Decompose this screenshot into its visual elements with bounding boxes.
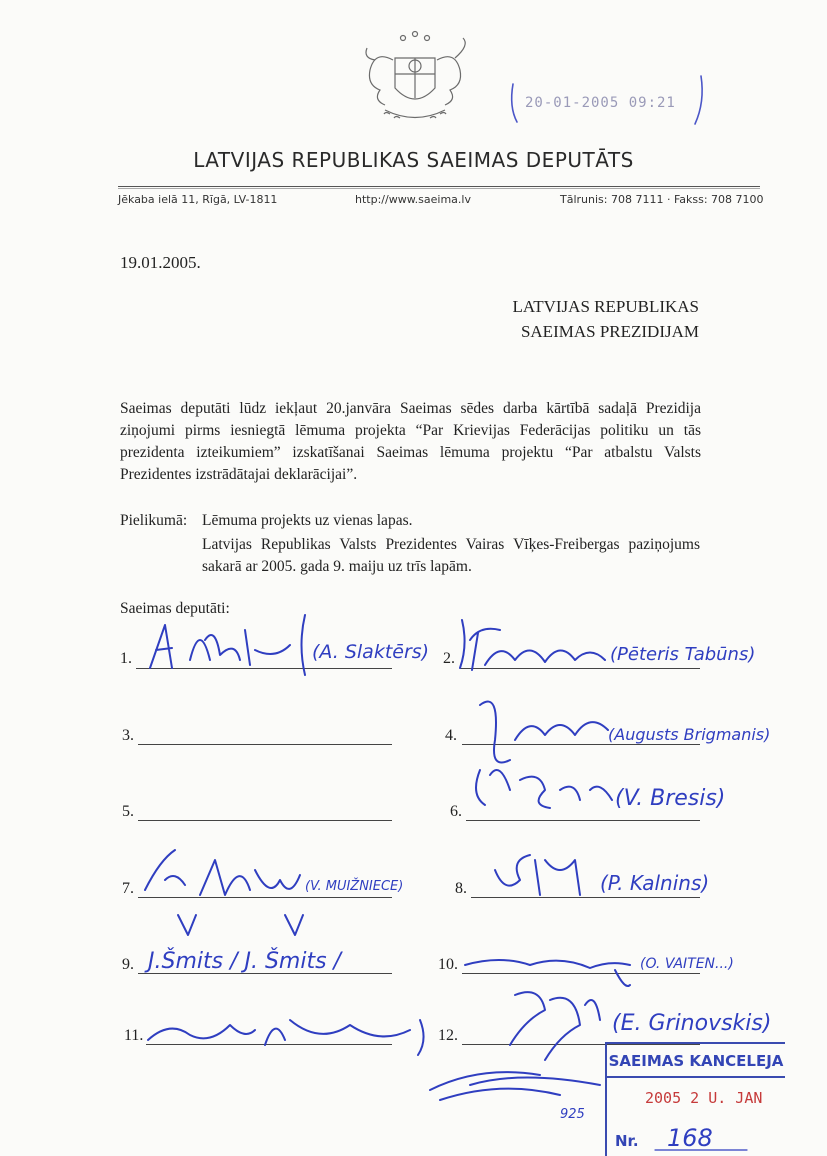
office-stamp-handwritten-number xyxy=(647,1120,757,1154)
recipient-line-2: SAEIMAS PREZIDIJAM xyxy=(520,322,699,341)
signature-1-handwritten-name: (A. Slaktērs) xyxy=(312,641,430,663)
signature-number: 12. xyxy=(438,1027,458,1044)
coat-of-arms-emblem xyxy=(345,30,485,130)
signature-number: 8. xyxy=(455,880,467,897)
signature-number: 11. xyxy=(124,1027,144,1044)
signature-number: 7. xyxy=(122,880,134,897)
signature-number: 10. xyxy=(438,956,458,973)
signature-2 xyxy=(470,629,755,670)
signature-7 xyxy=(145,850,403,895)
signature-10-handwritten-name: (O. VAITEN...) xyxy=(640,956,734,972)
svg-text:168: 168 xyxy=(667,1124,713,1152)
signature-number: 1. xyxy=(120,650,132,667)
letterhead-title: LATVIJAS REPUBLIKAS SAEIMAS DEPUTĀTS xyxy=(193,148,634,172)
document-date: 19.01.2005. xyxy=(120,253,201,272)
attachment-item-1: Lēmuma projekts uz vienas lapas. xyxy=(202,512,413,529)
signature-9 xyxy=(144,915,344,974)
office-receipt-stamp xyxy=(605,1042,785,1156)
office-stamp-number-label: Nr. xyxy=(615,1132,639,1150)
header-divider xyxy=(118,186,760,187)
letterhead-phone-fax: Tālrunis: 708 7111 · Fakss: 708 7100 xyxy=(560,193,764,206)
letterhead-address: Jēkaba ielā 11, Rīgā, LV-1811 xyxy=(118,193,278,206)
signatories-label: Saeimas deputāti: xyxy=(120,600,230,617)
signature-6 xyxy=(476,770,725,811)
signature-1 xyxy=(150,615,465,675)
letterhead-website: http://www.saeima.lv xyxy=(355,193,471,206)
signature-number: 3. xyxy=(122,727,134,744)
margin-note-number: 925 xyxy=(560,1107,585,1122)
office-stamp-title: SAEIMAS KANCELEJA xyxy=(608,1052,784,1070)
signature-6-handwritten-name: (V. Bresis) xyxy=(615,786,726,811)
signature-4 xyxy=(480,702,770,763)
office-stamp-divider xyxy=(607,1076,785,1078)
signature-number: 4. xyxy=(445,727,457,744)
recipient-line-1: LATVIJAS REPUBLIKAS xyxy=(512,297,699,316)
signature-4-handwritten-name: (Augusts Brigmanis) xyxy=(608,725,771,744)
signature-10 xyxy=(465,956,734,986)
header-divider-secondary xyxy=(118,188,760,189)
signature-number: 9. xyxy=(122,956,134,973)
signature-8-handwritten-name: (P. Kalnins) xyxy=(600,871,710,895)
attachment-item-2: Latvijas Republikas Valsts Prezidentes Vairas Vīķes-Freibergas paziņojums sakarā ar 2005. gada 9. maiju uz trīs lapām. xyxy=(202,536,700,575)
signature-12-handwritten-name: (E. Grinovskis) xyxy=(612,1011,772,1036)
signature-number: 5. xyxy=(122,803,134,820)
signature-number: 6. xyxy=(450,803,462,820)
arrival-timestamp: 20-01-2005 09:21 xyxy=(525,95,676,111)
letter-body: Saeimas deputāti lūdz iekļaut 20.janvāra Saeimas sēdes darba kārtībā sadaļā Prezidija ziņojumi pirms iesniegtā lēmuma projekta “Par Krievijas Federācijas politiku un tās prezidenta izteikumiem” izskatīšanai Saeimas lēmuma projektu “Par atbalstu Valsts Prezidentes izstrādātajai deklarācijai”. xyxy=(120,400,701,483)
signature-2-handwritten-name: (Pēteris Tabūns) xyxy=(610,644,756,665)
signature-number: 2. xyxy=(443,650,455,667)
signature-9-handwritten-name: J.Šmits / J. Šmits / xyxy=(148,949,341,974)
attachments-label: Pielikumā: xyxy=(120,512,188,529)
signature-11 xyxy=(148,1020,424,1055)
office-stamp-date: 2005 2 U. JAN xyxy=(645,1089,763,1107)
signature-7-handwritten-name: (V. MUIŽNIECE) xyxy=(305,879,404,894)
signature-8 xyxy=(495,855,709,895)
